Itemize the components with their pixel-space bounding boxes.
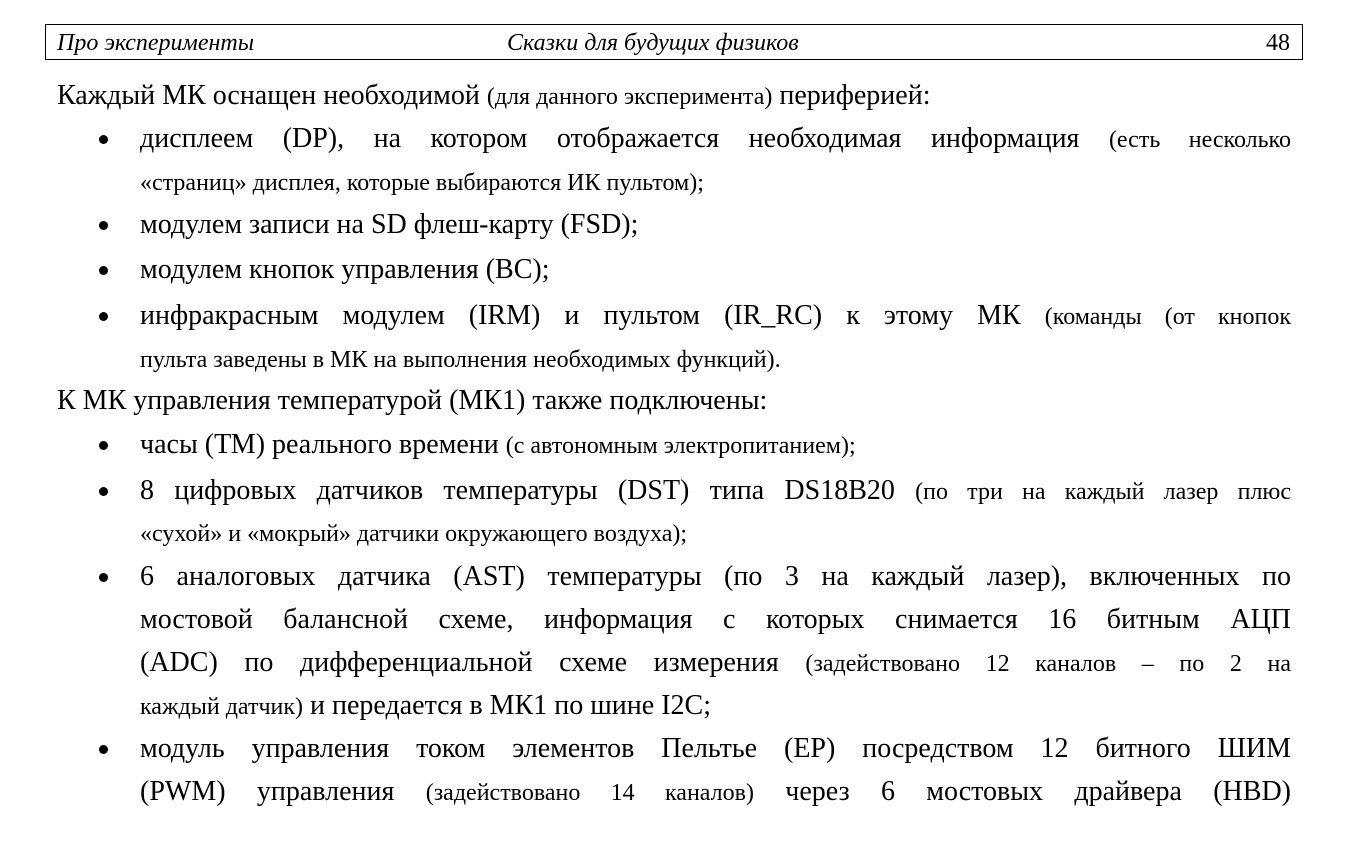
intro-tail: периферией: [772, 80, 931, 111]
item-text: 8 цифровых датчиков температуры (DST) типа DS18B20 [140, 475, 916, 506]
item-note: «страниц» дисплея, которые выбираются ИК пультом); [140, 170, 704, 196]
header-section-title: Про эксперименты [57, 30, 254, 56]
list1-item-3: модулем кнопок управления (BC); [140, 254, 550, 285]
intro-paragraph-1 [57, 79, 931, 114]
bullet-icon [99, 266, 108, 275]
list1-item-2: модулем записи на SD флеш-карту (FSD); [140, 209, 639, 240]
list2-item-3-line-1: 6 аналоговых датчика (AST) температуры (по 3 на каждый лазер), включенных по [140, 561, 1291, 592]
header-book-title: Сказки для будущих физиков [507, 30, 799, 56]
bullet-icon [99, 441, 108, 450]
page-number: 48 [1266, 30, 1290, 56]
item-note: (команды (от кнопок [1044, 304, 1291, 330]
item-text: инфракрасным модулем (IRM) и пультом (IR_RC) к этому МК [140, 300, 1045, 331]
list2-item-1 [140, 428, 856, 463]
item-note: (есть несколько [1108, 127, 1291, 153]
bullet-icon [99, 745, 108, 754]
bullet-icon [99, 573, 108, 582]
intro-note: (для данного эксперимента) [486, 84, 773, 110]
item-note: (с автономным электропитанием); [505, 433, 856, 459]
item-note: (задействовано 14 каналов) [425, 780, 754, 806]
list2-item-3-line-4 [140, 689, 1291, 724]
item-note: «сухой» и «мокрый» датчики окружающего воздуха); [140, 521, 688, 547]
intro-paragraph-2: К МК управления температурой (МК1) также подключены: [57, 385, 768, 416]
running-header [45, 24, 1303, 60]
item-text: (ADC) по дифференциальной схеме измерения [140, 647, 806, 678]
list2-item-2-line-1 [140, 474, 1291, 509]
list2-item-3-line-3 [140, 646, 1291, 681]
list1-item-4-line-1 [140, 299, 1291, 334]
item-note: каждый датчик) [140, 694, 304, 720]
list1-item-1-line-2 [140, 165, 1291, 200]
intro-text: Каждый МК оснащен необходимой [57, 80, 487, 111]
item-text: часы (ТМ) реального времени [140, 429, 506, 460]
bullet-icon [99, 221, 108, 230]
item-tail: через 6 мостовых драйвера (HBD) [753, 776, 1292, 807]
list2-item-4-line-1: модуль управления током элементов Пельтье (ЕР) посредством 12 битного ШИМ [140, 733, 1291, 764]
item-text: (PWM) управления [140, 776, 426, 807]
list2-item-2-line-2 [140, 516, 1291, 551]
list1-item-1-line-1 [140, 122, 1291, 157]
bullet-icon [99, 135, 108, 144]
bullet-icon [99, 312, 108, 321]
item-text: дисплеем (DP), на котором отображается необходимая информация [140, 123, 1109, 154]
list2-item-3-line-2: мостовой балансной схеме, информация с которых снимается 16 битным АЦП [140, 604, 1291, 635]
item-note: пульта заведены в МК на выполнения необходимых функций). [140, 347, 781, 373]
bullet-icon [99, 487, 108, 496]
list2-item-4-line-2 [140, 775, 1291, 810]
item-note: (задействовано 12 каналов – по 2 на [805, 651, 1291, 677]
list1-item-4-line-2 [140, 342, 1291, 377]
item-note: (по три на каждый лазер плюс [915, 479, 1291, 505]
item-text: и передается в МК1 по шине I2C; [303, 690, 711, 721]
